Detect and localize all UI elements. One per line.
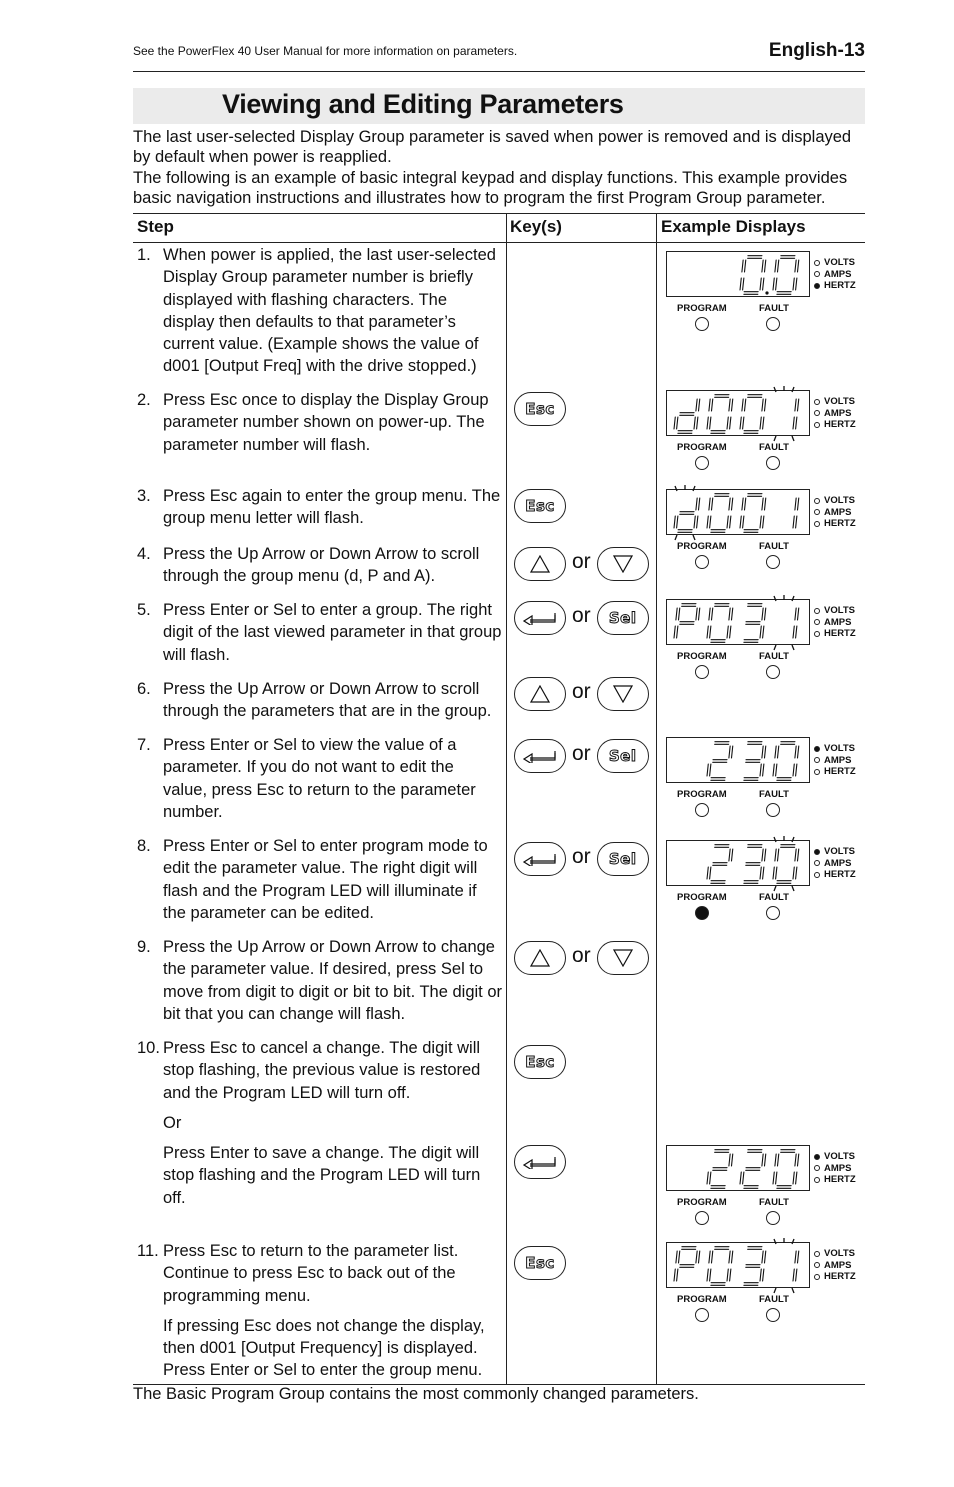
display-digit [707,845,734,884]
step-number: 8. [137,837,151,855]
fault-led-icon [766,555,780,569]
unit-indicator-amps: AMPS [814,858,856,870]
step-number: 5. [137,601,151,619]
fault-label: FAULT [759,892,789,903]
unit-indicators [814,396,856,431]
fault-label: FAULT [759,303,789,314]
program-led-icon [695,906,709,920]
keys-step-7 [514,737,649,775]
step-text: Press Esc to cancel a change. The digit will stop flashing, the previous value is restored and the Program LED will turn off. [163,1039,481,1102]
flash-tick [792,596,794,601]
enter-key[interactable] [514,842,566,876]
keys-step-10-cancel [514,1043,566,1081]
flash-tick [774,1288,776,1293]
flash-tick [675,535,677,540]
example-display [664,1145,864,1229]
flash-tick [774,436,776,441]
lcd-screen [666,489,810,535]
seven-segment-readout [667,391,811,437]
led-icon [814,746,820,752]
step-number: 3. [137,487,151,505]
program-led-icon [695,803,709,817]
enter-key[interactable] [514,739,566,773]
decimal-point [765,291,768,294]
down-arrow-key[interactable] [597,941,649,975]
lcd-screen [666,390,810,436]
program-label: PROGRAM [677,789,727,800]
display-digit [740,395,767,434]
led-icon [814,1262,820,1268]
program-led-icon [695,456,709,470]
led-icon [814,1165,820,1171]
unit-indicators [814,743,856,778]
fault-led-icon [766,317,780,331]
down-arrow-icon [613,555,633,573]
unit-indicator-hertz: HERTZ [814,766,856,778]
esc-key[interactable]: Esc [514,392,566,426]
flash-tick [792,387,794,392]
seven-segment-readout [667,1146,811,1192]
program-led-icon [695,1308,709,1322]
flash-tick [774,645,776,650]
flash-tick [792,436,794,441]
table-row [137,599,502,674]
display-digit [793,498,799,528]
fault-led-icon [766,906,780,920]
sel-key[interactable]: Sel [597,739,649,773]
led-icon [814,1177,820,1183]
step-number: 7. [137,736,151,754]
keys-step-9 [514,939,649,977]
led-icon [814,509,820,515]
unit-indicator-volts: VOLTS [814,743,856,755]
example-display [664,1242,864,1326]
step-text: Press Esc once to display the Display Group parameter number shown on power-up. The parameter number will flash. [163,391,489,454]
unit-indicator-amps: AMPS [814,1163,856,1175]
led-icon [814,1274,820,1280]
keys-step-8 [514,840,649,878]
enter-key[interactable] [514,601,566,635]
unit-indicator-hertz: HERTZ [814,869,856,881]
seven-segment-readout [667,841,811,887]
step-text: Press the Up Arrow or Down Arrow to scroll through the parameters that are in the group. [163,680,492,721]
table-row [137,835,502,932]
fault-label: FAULT [759,789,789,800]
down-arrow-key[interactable] [597,677,649,711]
flash-tick [774,1239,776,1244]
table-header-rule [133,242,865,243]
seven-segment-readout [667,490,811,536]
flash-tick [774,886,776,891]
enter-icon [523,852,557,866]
or-label: or [572,550,591,573]
led-icon [814,399,820,405]
led-icon [814,769,820,775]
example-display [664,840,864,924]
flash-tick [792,886,794,891]
display-digit [793,1251,799,1281]
led-icon [814,271,820,277]
or-label: or [572,604,591,627]
led-icon [814,608,820,614]
step-text: Press Enter or Sel to enter a group. The right digit of the last viewed parameter in that group will flash. [163,601,502,664]
step-text: Press Enter or Sel to view the value of a parameter. If you do not want to edit the value, press Esc to return to the parameter number. [163,736,476,821]
led-icon [814,1154,820,1160]
lcd-screen [666,840,810,886]
program-label: PROGRAM [677,541,727,552]
led-icon [814,860,820,866]
program-led-icon [695,1211,709,1225]
step-text: Press Esc again to enter the group menu. The group menu letter will flash. [163,487,501,528]
display-digit [707,494,734,533]
example-display [664,737,864,821]
display-digit [674,399,700,433]
step-number: 10. [137,1039,160,1057]
display-digit [773,742,800,781]
step-number: 4. [137,545,151,563]
keys-step-4 [514,545,649,583]
seven-segment-readout [667,1243,811,1289]
lcd-screen [666,251,810,297]
program-label: PROGRAM [677,303,727,314]
fault-led-icon [766,1308,780,1322]
display-digit [793,608,799,638]
display-digit [740,494,767,533]
keys-step-3 [514,487,566,525]
led-icon [814,872,820,878]
flash-tick [792,645,794,650]
step-text: Press the Up Arrow or Down Arrow to change the parameter value. If desired, press Sel to move from digit to digit or bit to bit. The digit or bit that you can change will flash. [163,938,503,1023]
fault-label: FAULT [759,1197,789,1208]
column-header-step: Step [137,217,174,236]
lcd-screen [666,599,810,645]
example-display [664,489,864,573]
unit-indicator-amps: AMPS [814,269,856,281]
unit-indicator-volts: VOLTS [814,846,856,858]
step-number: 9. [137,938,151,956]
led-icon [814,422,820,428]
fault-label: FAULT [759,651,789,662]
fault-led-icon [766,665,780,679]
esc-key[interactable]: Esc [514,1246,566,1280]
unit-indicator-amps: AMPS [814,507,856,519]
program-led-icon [695,665,709,679]
seven-segment-readout [667,738,811,784]
led-icon [814,283,820,289]
led-icon [814,631,820,637]
enter-icon [523,749,557,763]
step-number: 1. [137,246,151,264]
lcd-screen [666,737,810,783]
flash-tick [792,1239,794,1244]
lcd-screen [666,1242,810,1288]
flash-tick [774,837,776,842]
table-row [137,1037,502,1217]
unit-indicator-hertz: HERTZ [814,1271,856,1283]
flash-tick [792,837,794,842]
down-arrow-icon [613,685,633,703]
display-digit [773,256,800,295]
column-divider [506,214,507,1384]
display-digit [740,256,767,295]
table-row [137,389,502,464]
sel-key[interactable]: Sel [597,842,649,876]
or-label: or [572,742,591,765]
table-row [137,244,502,386]
display-digit [674,498,700,532]
keys-step-5 [514,599,649,637]
up-arrow-key[interactable] [514,941,566,975]
up-arrow-icon [530,685,550,703]
unit-indicators [814,1151,856,1186]
keys-step-6 [514,675,649,713]
flash-tick [774,596,776,601]
unit-indicator-amps: AMPS [814,617,856,629]
or-label: or [572,944,591,967]
unit-indicator-amps: AMPS [814,755,856,767]
display-digit [740,1150,767,1189]
unit-indicator-volts: VOLTS [814,1151,856,1163]
sel-key[interactable]: Sel [597,601,649,635]
unit-indicator-hertz: HERTZ [814,518,856,530]
display-digit [744,845,766,884]
display-digit [707,742,734,781]
page-number: English-13 [768,40,865,61]
display-digit [773,845,800,884]
down-arrow-key[interactable] [597,547,649,581]
display-digit [707,1150,734,1189]
display-digit [674,604,700,638]
led-icon [814,498,820,504]
program-label: PROGRAM [677,892,727,903]
step-text-or: Or [163,1113,182,1132]
table-row [137,678,502,731]
program-led-icon [695,317,709,331]
led-icon [814,619,820,625]
header-note: See the PowerFlex 40 User Manual for more information on parameters. [133,44,518,58]
enter-icon [523,611,557,625]
step-text: If pressing Esc does not change the display, then d001 [Output Frequency] is displayed. Press Enter or Sel to enter the group menu. [163,1316,485,1380]
up-arrow-icon [530,949,550,967]
seven-segment-readout [667,600,811,646]
table-row [137,485,502,538]
step-number: 11. [137,1242,159,1260]
unit-indicator-volts: VOLTS [814,396,856,408]
unit-indicators [814,1248,856,1283]
unit-indicator-hertz: HERTZ [814,628,856,640]
led-icon [814,521,820,527]
display-digit [674,1247,700,1281]
column-header-displays: Example Displays [661,217,806,236]
intro-paragraph-1: The last user-selected Display Group parameter is saved when power is removed and is displayed by default when power is reapplied. [133,128,852,166]
example-display [664,390,864,474]
step-text: Press Enter or Sel to enter program mode to edit the parameter value. The right digit will flash and the Program LED will illuminate if the parameter can be edited. [163,837,488,922]
up-arrow-icon [530,555,550,573]
program-label: PROGRAM [677,651,727,662]
display-digit [773,1150,800,1189]
step-text: When power is applied, the last user-selected Display Group parameter number is briefly displayed with flashing characters. The display then defaults to that parameter’s current value. (Example shows the value of d001 [Output Freq] with the drive stopped.) [163,246,496,376]
fault-led-icon [766,456,780,470]
unit-indicators [814,846,856,881]
display-digit [707,604,734,643]
fault-label: FAULT [759,1294,789,1305]
table-row [137,936,502,1033]
unit-indicator-volts: VOLTS [814,605,856,617]
unit-indicator-hertz: HERTZ [814,419,856,431]
program-label: PROGRAM [677,1294,727,1305]
fault-led-icon [766,1211,780,1225]
unit-indicator-volts: VOLTS [814,257,856,269]
intro-paragraph-2: The following is an example of basic integral keypad and display functions. This example provides basic navigation instructions and illustrates how to program the first Program Group parameter. [133,169,848,207]
step-text: Press Enter to save a change. The digit will stop flashing and the Program LED will turn off. [163,1144,481,1207]
unit-indicator-volts: VOLTS [814,1248,856,1260]
enter-key[interactable] [514,1145,566,1179]
esc-key[interactable]: Esc [514,489,566,523]
table-row [137,543,502,596]
flash-tick [693,535,695,540]
led-icon [814,410,820,416]
unit-indicator-hertz: HERTZ [814,1174,856,1186]
step-number: 6. [137,680,151,698]
up-arrow-key[interactable] [514,547,566,581]
display-digit [707,1247,734,1286]
table-row [137,1240,502,1390]
keys-step-11 [514,1244,566,1282]
led-icon [814,849,820,855]
unit-indicator-hertz: HERTZ [814,280,856,292]
display-digit [707,395,734,434]
or-label: or [572,845,591,868]
lcd-screen [666,1145,810,1191]
table-row [137,734,502,831]
unit-indicators [814,605,856,640]
unit-indicator-amps: AMPS [814,1260,856,1272]
header-divider [133,71,865,72]
flash-tick [792,1288,794,1293]
display-digit [744,604,766,643]
keys-step-10-save [514,1143,566,1181]
step-number: 2. [137,391,151,409]
example-display [664,251,864,335]
unit-indicators [814,257,856,292]
seven-segment-readout [667,252,811,298]
up-arrow-key[interactable] [514,677,566,711]
program-led-icon [695,555,709,569]
led-icon [814,757,820,763]
keys-step-2 [514,390,566,428]
flash-tick [774,387,776,392]
fault-label: FAULT [759,541,789,552]
down-arrow-icon [613,949,633,967]
unit-indicators [814,495,856,530]
flash-tick [675,486,677,491]
unit-indicator-volts: VOLTS [814,495,856,507]
unit-indicator-amps: AMPS [814,408,856,420]
display-digit [744,1247,766,1286]
enter-icon [523,1155,557,1169]
step-text: Press the Up Arrow or Down Arrow to scroll through the group menu (d, P and A). [163,545,480,586]
esc-key[interactable]: Esc [514,1045,566,1079]
footer-note: The Basic Program Group contains the most commonly changed parameters. [133,1385,699,1403]
led-icon [814,1251,820,1257]
column-divider [656,214,657,1384]
column-header-keys: Key(s) [510,217,562,236]
flash-tick [693,486,695,491]
fault-led-icon [766,803,780,817]
step-text: Press Esc to return to the parameter list. Continue to press Esc to back out of the programming menu. [163,1242,459,1305]
table-top-rule [133,213,865,214]
example-display [664,599,864,683]
display-digit [793,399,799,429]
program-label: PROGRAM [677,1197,727,1208]
or-label: or [572,680,591,703]
fault-label: FAULT [759,442,789,453]
display-digit [744,742,766,781]
program-label: PROGRAM [677,442,727,453]
led-icon [814,260,820,266]
page-title: Viewing and Editing Parameters [222,89,624,119]
